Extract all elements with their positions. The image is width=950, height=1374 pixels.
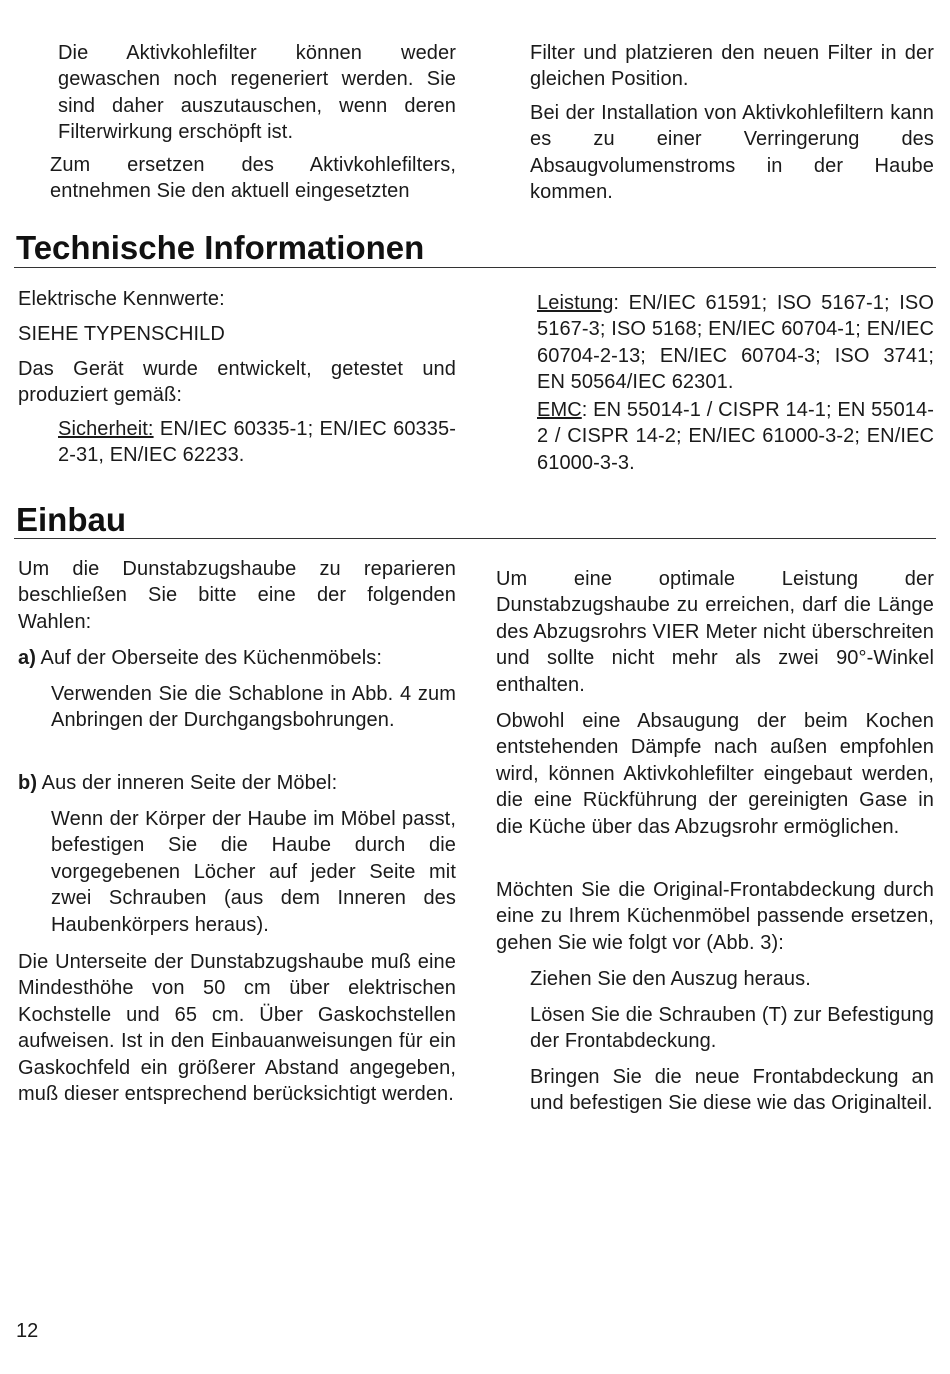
aktivkohle-note: Obwohl eine Absaugung der beim Kochen entstehenden Dämpfe nach außen empfohlen wird, können Aktivkohlefilter eingebaut werden, die eine Rückführung der gereinigten Gase in die Küche über das Abzugsrohr ermöglichen. (496, 710, 934, 838)
filter-position-note: Filter und platzieren den neuen Filter in der gleichen Position. (530, 42, 934, 91)
leistung-text: : EN/IEC 61591; ISO 5167-1; ISO 5167-3; ISO 5168; EN/IEC 60704-1; EN/IEC 60704-2-13; EN/IEC 60704-3; ISO 3741; EN 50564/IEC 62301. (537, 292, 934, 394)
leistung-standards (537, 290, 934, 396)
sicherheit-text: EN/IEC 60335-1; EN/IEC 60335-2-31, EN/IEC 62233. (58, 418, 456, 467)
siehe-typenschild: SIEHE TYPENSCHILD (18, 323, 225, 345)
filter-volume-note: Bei der Installation von Aktivkohlefiltern kann es zu einer Verringerung des Absaugvolumenstroms in der Haube kommen. (530, 102, 934, 204)
mindesthoehe-note: Die Unterseite der Dunstabzugshaube muß eine Mindesthöhe von 50 cm über elektrischen Kochstelle und 65 cm. Über Gaskochstellen aufweisen. Ist in den Einbauanweisungen für ein Gaskochfeld ein größerer Abstand angegeben, muß dieser entsprechend berücksichtigt werden. (18, 951, 456, 1106)
page-number: 12 (16, 1320, 39, 1342)
step-neue-frontabdeckung: Bringen Sie die neue Frontabdeckung an und befestigen Sie diese wie das Originalteil. (530, 1066, 934, 1115)
abzugsrohr-note: Um eine optimale Leistung der Dunstabzugshaube zu erreichen, darf die Länge des Abzugsrohrs VIER Meter nicht überschreiten und sollte nicht mehr als zwei 90°-Winkel enthalten. (496, 568, 934, 696)
option-b-text: Aus der inneren Seite der Möbel: (37, 772, 338, 794)
step-schrauben: Lösen Sie die Schrauben (T) zur Befestigung der Frontabdeckung. (530, 1004, 934, 1053)
filter-washing-note: Die Aktivkohlefilter können weder gewaschen noch regeneriert werden. Sie sind daher auszutauschen, wenn deren Filterwirkung erschöpft ist. (58, 42, 456, 144)
sicherheit-standards (58, 416, 456, 469)
geraet-gemaess: Das Gerät wurde entwickelt, getestet und produziert gemäß: (18, 358, 456, 407)
frontabdeckung-note: Möchten Sie die Original-Frontabdeckung durch eine zu Ihrem Küchenmöbel passende ersetzen, gehen Sie wie folgt vor (Abb. 3): (496, 879, 934, 954)
option-a-text: Auf der Oberseite des Küchenmöbels: (35, 647, 383, 669)
elektrische-kennwerte: Elektrische Kennwerte: (18, 288, 225, 310)
option-b-label: b) (18, 772, 38, 794)
heading-technische-informationen: Technische Informationen (16, 229, 425, 266)
sicherheit-label: Sicherheit: (58, 418, 154, 440)
option-b (18, 770, 456, 796)
filter-replace-note: Zum ersetzen des Aktivkohlefilters, entnehmen Sie den aktuell eingesetzten (50, 154, 456, 203)
option-b-detail: Wenn der Körper der Haube im Möbel passt, befestigen Sie die Haube durch die vorgegebenen Löcher auf jeder Seite mit zwei Schrauben (aus dem Inneren des Haubenkörpers heraus). (51, 808, 456, 936)
heading-rule (14, 267, 936, 268)
option-a (18, 645, 456, 671)
heading-einbau: Einbau (16, 501, 127, 538)
option-a-label: a) (18, 647, 36, 669)
einbau-intro: Um die Dunstabzugshaube zu reparieren beschließen Sie bitte eine der folgenden Wahlen: (18, 558, 456, 633)
emc-standards (537, 397, 934, 476)
emc-label: EMC (537, 399, 582, 421)
heading-rule (14, 538, 936, 539)
option-a-detail: Verwenden Sie die Schablone in Abb. 4 zum Anbringen der Durchgangsbohrungen. (51, 683, 456, 732)
step-auszug: Ziehen Sie den Auszug heraus. (530, 968, 811, 990)
emc-text: : EN 55014-1 / CISPR 14-1; EN 55014-2 / CISPR 14-2; EN/IEC 61000-3-2; EN/IEC 61000-3-3. (537, 399, 934, 474)
leistung-label: Leistung (537, 292, 614, 314)
